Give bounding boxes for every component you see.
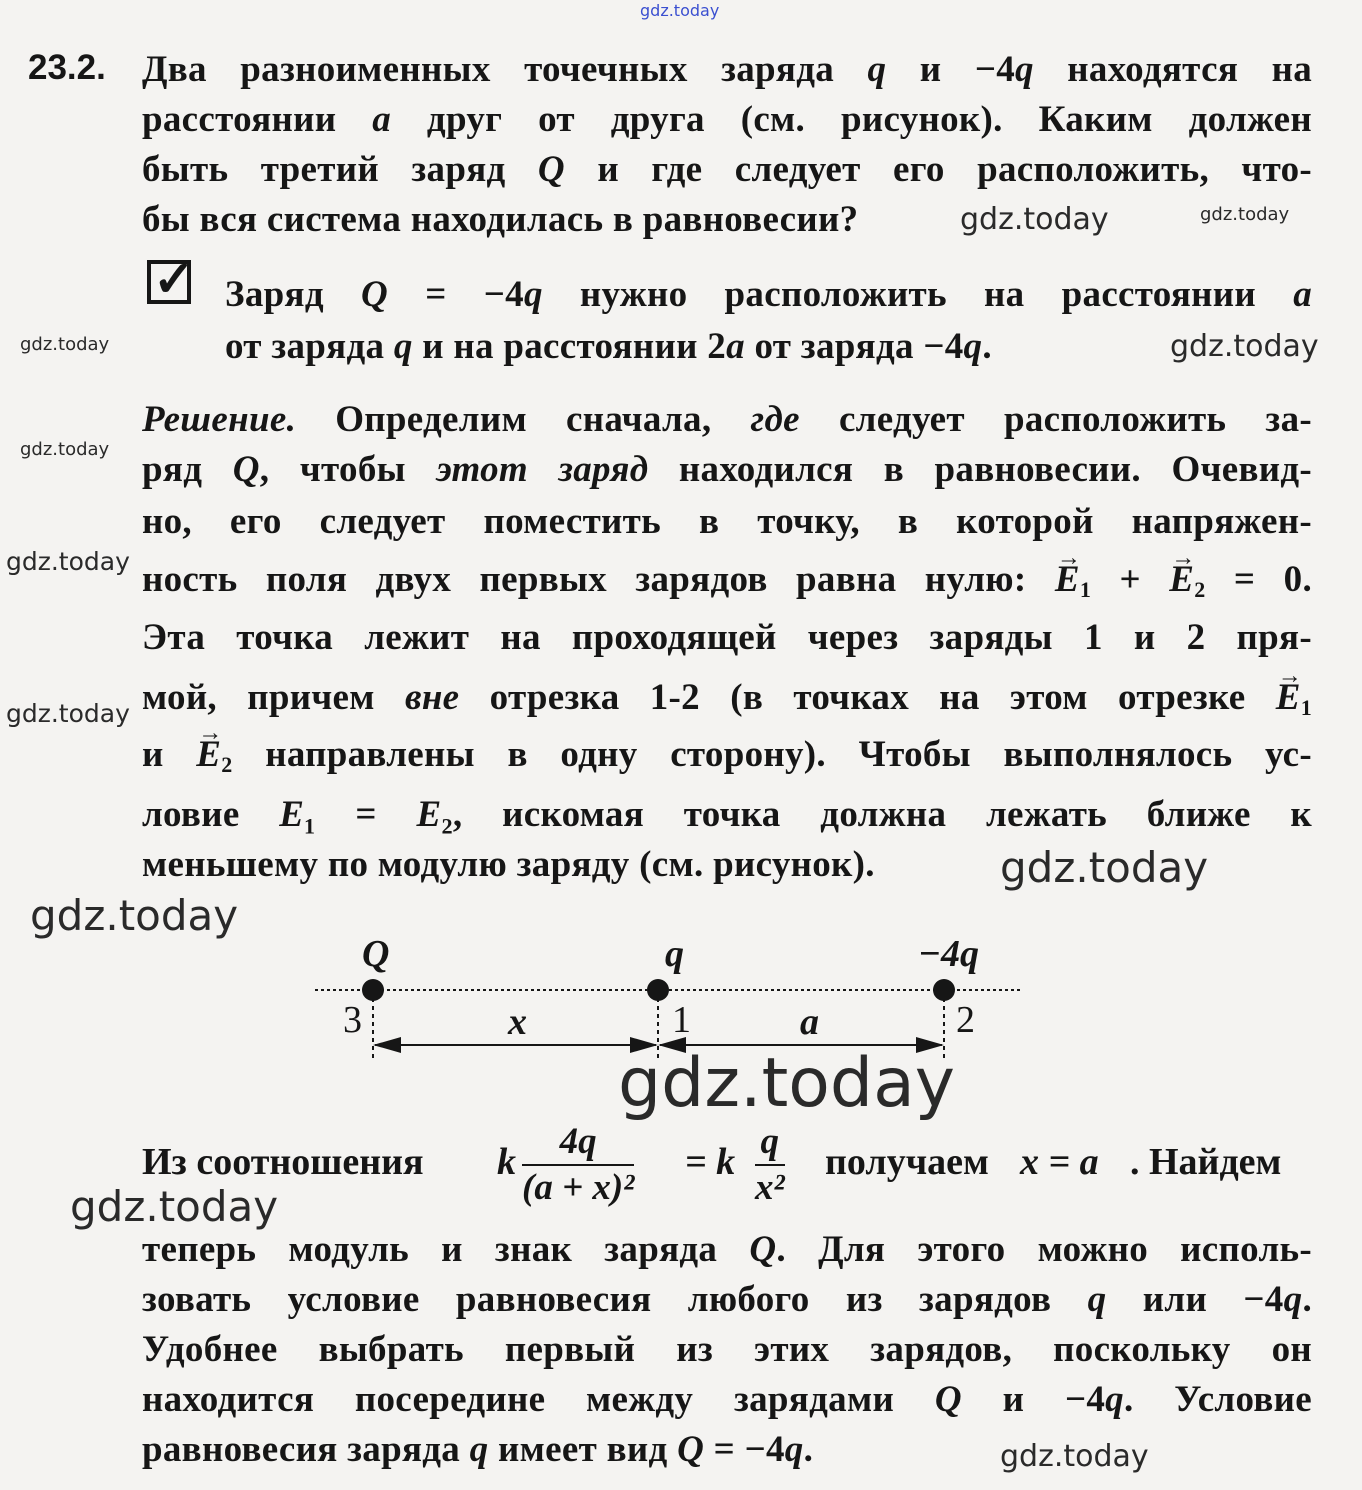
text-segment: быть третий заряд	[142, 149, 538, 190]
text-segment: .	[803, 1429, 814, 1470]
text-segment: и −4	[886, 49, 1016, 90]
text-segment: но, его следует поместить в точку, в которой напряжен-	[142, 501, 1312, 542]
text-segment: Q	[934, 1379, 962, 1420]
text-segment: E	[416, 794, 442, 835]
watermark: gdz.today	[1170, 329, 1319, 364]
charge-point-Q	[362, 979, 384, 1001]
numerator: 4q	[522, 1120, 634, 1166]
text-segment: q	[1087, 1279, 1107, 1320]
text-segment: ловие	[142, 794, 280, 835]
text-segment: Определим сначала,	[296, 399, 751, 440]
text-segment: Удобнее выбрать первый из этих зарядов, поскольку он	[142, 1329, 1312, 1370]
text-segment: E	[279, 794, 305, 835]
text-segment: теперь модуль и знак заряда	[142, 1229, 750, 1270]
text-segment: от заряда	[225, 326, 394, 367]
point-number: 3	[343, 999, 362, 1041]
watermark: gdz.today	[6, 699, 130, 728]
text-segment: друг от друга (см. рисунок). Каким должен	[391, 99, 1312, 140]
vector-symbol: → E	[196, 733, 221, 777]
watermark: gdz.today	[1200, 204, 1290, 225]
text-segment: a	[372, 99, 392, 140]
text-segment: q	[469, 1429, 489, 1470]
text-segment: q	[1015, 49, 1034, 90]
text-segment: +	[1091, 559, 1170, 600]
watermark: gdz.today	[30, 891, 239, 940]
distance-label-x: x	[508, 1001, 527, 1043]
check-mark-icon: ✓	[153, 251, 195, 307]
numerator: q	[755, 1120, 785, 1166]
watermark: gdz.today	[6, 547, 130, 576]
text-segment: = 0.	[1205, 559, 1312, 600]
text-segment: = −4	[388, 274, 524, 315]
charge-label: Q	[362, 933, 390, 975]
distance-label-a: a	[800, 1001, 819, 1043]
text-segment: q	[1283, 1279, 1303, 1320]
text-segment: и где следует его расположить, что-	[564, 149, 1312, 190]
charge-label: −4q	[918, 933, 980, 975]
watermark: gdz.today	[20, 334, 110, 355]
point-number: 1	[672, 999, 691, 1041]
text-segment: q	[963, 326, 983, 367]
text-segment: Два разноименных точечных заряда	[142, 49, 868, 90]
text-segment: Q	[677, 1429, 705, 1470]
watermark: gdz.today	[640, 1, 720, 20]
text-segment: q	[1105, 1379, 1124, 1420]
text-segment: направлены в одну сторону). Чтобы выполнялось ус-	[232, 734, 1312, 775]
point-number: 2	[956, 999, 975, 1041]
formula-prefix: Из соотношения	[142, 1141, 424, 1183]
text-segment: Q	[537, 149, 565, 190]
text-segment: следует расположить за-	[799, 399, 1312, 440]
text-segment: где	[750, 399, 800, 440]
watermark: gdz.today	[1000, 843, 1209, 892]
text-segment: от заряда −4	[744, 326, 964, 367]
formula-middle: получаем	[825, 1141, 989, 1183]
denominator: (a + x)²	[522, 1167, 635, 1208]
watermark: gdz.today	[960, 202, 1109, 237]
text-segment: отрезка 1-2 (в точках на этом отрезке	[459, 677, 1276, 718]
text-segment: , чтобы	[259, 449, 437, 490]
subscript: 2	[221, 752, 233, 777]
text-segment: .	[982, 326, 992, 367]
subscript: 2	[1194, 577, 1206, 602]
text-segment: Заряд	[225, 274, 362, 315]
watermark: gdz.today	[618, 1044, 955, 1123]
text-segment: . Для этого можно исполь-	[776, 1229, 1312, 1270]
text-segment: и −4	[961, 1379, 1106, 1420]
charge-point-minus4q	[933, 979, 955, 1001]
text-segment: a	[726, 326, 745, 367]
denominator: x²	[755, 1167, 785, 1208]
problem-number: 23.2.	[28, 48, 106, 87]
subscript: 1	[1300, 695, 1312, 720]
text-segment: мой, причем	[142, 677, 405, 718]
watermark: gdz.today	[70, 1182, 279, 1231]
vector-symbol: → E	[1055, 558, 1080, 602]
text-segment: q	[393, 326, 413, 367]
vector-symbol: → E	[1276, 676, 1301, 720]
text-segment: и на расстоянии 2	[412, 326, 727, 367]
formula-result: x = a	[1020, 1141, 1099, 1183]
text-segment: q	[867, 49, 887, 90]
text-segment: ₁ =	[304, 794, 417, 835]
charge-label: q	[665, 933, 684, 975]
text-segment: Q	[361, 274, 389, 315]
text-segment: . Условие	[1123, 1379, 1312, 1420]
text-segment: находится посередине между зарядами	[142, 1379, 935, 1420]
text-segment: находятся на	[1033, 49, 1312, 90]
text-segment: Q	[232, 449, 260, 490]
text-segment: Q	[749, 1229, 777, 1270]
watermark: gdz.today	[20, 439, 110, 460]
text-segment: ₂, искомая точка должна лежать ближе к	[441, 794, 1312, 835]
text-segment: = −4	[704, 1429, 785, 1470]
text-segment: Решение.	[142, 399, 297, 440]
vector-symbol: → E	[1169, 558, 1194, 602]
text-segment: этот заряд	[436, 449, 649, 490]
text-segment: меньшему по модулю заряду (см. рисунок).	[142, 844, 875, 885]
text-segment: зовать условие равновесия любого из зарядов	[142, 1279, 1088, 1320]
text-segment: расстоянии	[142, 99, 373, 140]
charge-point-q	[647, 979, 669, 1001]
formula-k: k	[497, 1141, 516, 1183]
text-segment: вне	[404, 677, 460, 718]
text-segment: нужно расположить на расстоянии	[542, 274, 1294, 315]
text-segment: находился в равновесии. Очевид-	[648, 449, 1313, 490]
text-segment: и	[142, 734, 197, 775]
watermark: gdz.today	[1000, 1439, 1149, 1474]
formula-eq: = k	[685, 1141, 736, 1183]
text-segment: ность поля двух первых зарядов равна нулю:	[142, 559, 1055, 600]
subscript: 1	[1079, 577, 1092, 602]
text-segment: q	[784, 1429, 804, 1470]
text-segment: равновесия заряда	[142, 1429, 470, 1470]
formula-suffix: . Найдем	[1130, 1141, 1282, 1183]
text-segment: Эта точка лежит на проходящей через заряды 1 и 2 пря-	[142, 617, 1312, 658]
text-segment: имеет вид	[488, 1429, 678, 1470]
text-segment: ряд	[142, 449, 233, 490]
text-segment: q	[523, 274, 543, 315]
text-segment: или −4	[1106, 1279, 1284, 1320]
text-segment: .	[1302, 1279, 1312, 1320]
text-segment: a	[1293, 274, 1312, 315]
text-segment: бы вся система находилась в равновесии?	[142, 199, 859, 240]
